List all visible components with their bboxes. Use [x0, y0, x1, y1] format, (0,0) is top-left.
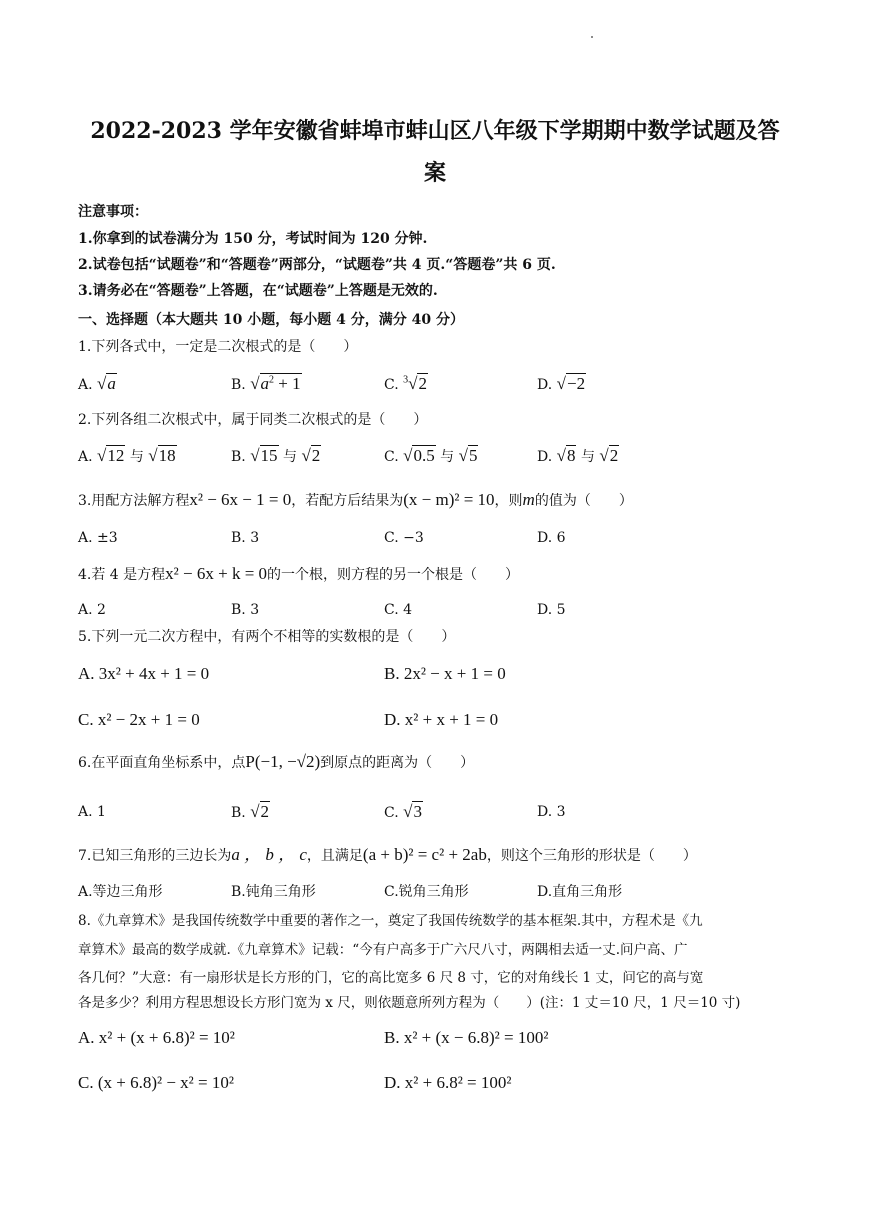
q8-option-a: A. x² + (x + 6.8)² = 10² [78, 1028, 235, 1047]
q6-option-c: C. √3 [384, 802, 422, 821]
q3-option-a: A. ±3 [78, 530, 118, 546]
q5-option-d: D. x² + x + 1 = 0 [384, 710, 499, 729]
q4-option-b: B. 3 [231, 602, 260, 618]
q4-option-d: D. 5 [537, 602, 566, 618]
note-3: 3.请务必在“答题卷”上答题，在“试题卷”上答题是无效的. [78, 283, 438, 299]
q7-option-a: A.等边三角形 [78, 884, 163, 900]
q2-option-b: B. √15 与 √2 [231, 446, 321, 465]
q8-option-c: C. (x + 6.8)² − x² = 10² [78, 1073, 234, 1092]
q5-option-a: A. 3x² + 4x + 1 = 0 [78, 664, 210, 683]
q6-option-b: B. √2 [231, 802, 270, 821]
q3-option-d: D. 6 [537, 530, 566, 546]
q2-option-a: A. √12 与 √18 [78, 446, 176, 465]
q3-option-c: C. −3 [384, 530, 424, 546]
question-5-stem: 5.下列一元二次方程中，有两个不相等的实数根的是（ ） [78, 629, 456, 645]
question-8-line-4: 各是多少？利用方程思想设长方形门宽为 x 尺，则依题意所列方程为（ ）(注：1 丈＝10 尺，1 尺＝10 寸) [78, 995, 741, 1011]
q2-option-c: C. √0.5 与 √5 [384, 446, 478, 465]
question-8-line-2: 章算术》最高的数学成就.《九章算术》记载：“今有户高多于广六尺八寸，两隅相去适一丈.问户高、广 [78, 942, 688, 958]
q1-option-d: D. √−2 [537, 374, 586, 393]
question-6-stem: 6.在平面直角坐标系中，点P(−1, −√2)到原点的距离为（ ） [78, 752, 475, 771]
section-heading: 一、选择题（本大题共 10 小题，每小题 4 分，满分 40 分） [78, 312, 464, 328]
question-8-line-1: 8.《九章算术》是我国传统数学中重要的著作之一，奠定了我国传统数学的基本框架.其中，方程术是《九 [78, 913, 703, 929]
question-2-stem: 2.下列各组二次根式中，属于同类二次根式的是（ ） [78, 412, 428, 428]
note-1: 1.你拿到的试卷满分为 150 分，考试时间为 120 分钟. [78, 231, 428, 247]
q6-option-d: D. 3 [537, 804, 566, 820]
question-4-stem: 4.若 4 是方程x² − 6x + k = 0的一个根，则方程的另一个根是（ ） [78, 564, 520, 583]
q5-option-b: B. 2x² − x + 1 = 0 [384, 664, 506, 683]
q4-option-c: C. 4 [384, 602, 413, 618]
note-2: 2.试卷包括“试题卷”和“答题卷”两部分，“试题卷”共 4 页.“答题卷”共 6 页. [78, 257, 556, 273]
q8-option-d: D. x² + 6.8² = 100² [384, 1073, 512, 1092]
q7-option-d: D.直角三角形 [537, 884, 623, 900]
scan-dot [591, 36, 593, 38]
q5-option-c: C. x² − 2x + 1 = 0 [78, 710, 200, 729]
q1-option-b: B. $√a^2 + 1$ [231, 374, 301, 393]
q1-option-a: A. √a [78, 374, 116, 393]
page-title-continued: 案 [423, 160, 446, 186]
question-7-stem: 7.已知三角形的三边长为a ， b ， c，且满足(a + b)² = c² + 2ab，则这个三角形的形状是（ ） [78, 845, 697, 864]
q4-option-a: A. 2 [78, 602, 106, 618]
question-8-line-3: 各几何？”大意：有一扇形状是长方形的门，它的高比宽多 6 尺 8 寸，它的对角线长 1 丈，问它的高与宽 [78, 970, 704, 986]
q7-option-c: C.锐角三角形 [384, 884, 469, 900]
notes-heading: 注意事项： [78, 204, 148, 220]
q3-option-b: B. 3 [231, 530, 260, 546]
q1-option-c: C. $^3$√2 [384, 374, 427, 393]
question-1-stem: 1.下列各式中，一定是二次根式的是（ ） [78, 339, 358, 355]
page-title: 2022-2023 学年安徽省蚌埠市蚌山区八年级下学期期中数学试题及答 [90, 118, 780, 144]
q6-option-a: A. 1 [78, 804, 106, 820]
question-3-stem: 3.用配方法解方程x² − 6x − 1 = 0，若配方后结果为(x − m)² = 10，则m的值为（ ） [78, 490, 633, 509]
q7-option-b: B.钝角三角形 [231, 884, 316, 900]
q8-option-b: B. x² + (x − 6.8)² = 100² [384, 1028, 549, 1047]
q2-option-d: D. √8 与 √2 [537, 446, 619, 465]
